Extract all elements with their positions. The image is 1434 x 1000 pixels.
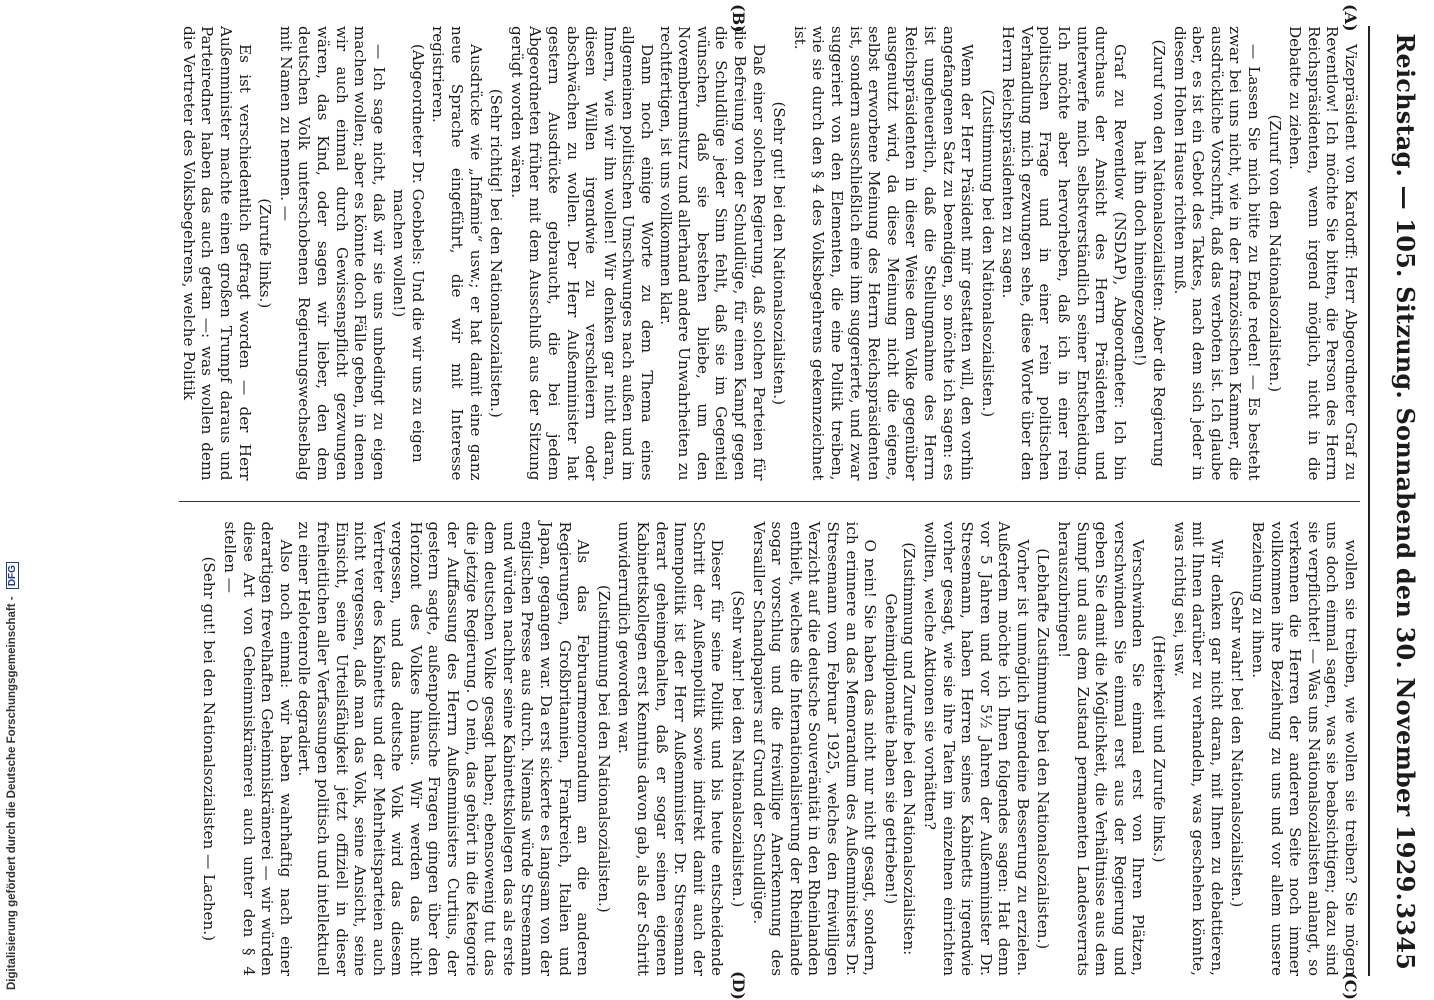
interjection: (Zuruf von den Nationalsozialisten.) xyxy=(1265,114,1284,393)
paragraph: Wir denken gar nicht daran, mit Ihnen zu debattieren, mit Ihnen darüber zu verhandeln, was geschehen könnte, was richtig sei, usw. xyxy=(1170,521,1226,977)
margin-marker-c: (C) xyxy=(1341,972,1360,1000)
interjection: (Zuruf von den Nationalsozialisten: Aber die Regierung hat ihn doch hineingezogen!) xyxy=(1131,39,1169,467)
paragraph: Dieser für seine Politik und bis heute entscheidende Schritt der Außenpolitik sowie indirekt damit auch der Innenpolitik ist der Herr Außenminister Dr. Stresemann derart geheimgehalten, daß er sogar seinen eigenen Kabinettskollegen erst Kenntnis davon gab, als der Schritt unwiderruflich geworden war. xyxy=(615,521,727,977)
interjection: (Zustimmung bei den Nationalsozialisten.) xyxy=(978,89,997,418)
page-body xyxy=(179,4,1368,1000)
column-divider xyxy=(179,501,1360,502)
paragraph: Ausdrücke wie „Infamie“ usw.; er hat damit eine ganz neue Sprache eingeführt, die wir mit Interesse registrieren. xyxy=(429,26,485,481)
paragraph: Als das Februarmemorandum an die anderen Regierungen, Großbritannien, Frankreich, Italien und Japan, gegangen war. Da erst sickerte es langsam von der englischen Presse aus durch. Niemals würde Stresemann und würden nachher seine Kabinettskollegen das als erste dem deutschen Volke gesagt haben; ebensowenig tut das die jetzige Regierung. O nein, das gehört in die Kategorie der Auffassung des Herrn Außenministers Curtius, der gestern sagte, außenpolitische Fragen gingen über den Horizont des Volkes hinaus. Wir werden das nicht vergessen, und das deutsche Volk wird das diesem Vertreter des Kabinetts und der Mehrheitsparteien auch nicht vergessen, daß man das Volk, seine Ansicht, seine Einsicht, seine Urteilsfähigkeit jetzt offiziell in dieser freiheitlichen aller Verfassungen politisch und intellektuell zu einer Helotenrolle degradiert. xyxy=(295,521,593,977)
paragraph: Verschwinden Sie einmal erst von Ihren Plätzen, verschwinden Sie einmal erst aus der Regierung und geben Sie damit die Möglichkeit, die Verhältnisse aus dem Sumpf und aus dem Zustand permanenten Landesverrats herauszubringen! xyxy=(1055,521,1148,977)
paragraph: Dann noch einige Worte zu dem Thema eines allgemeinen politischen Umschwunges nach außen und im Innern, wie wir ihn wollen! Wir denken gar nicht daran, diesen Willen irgendwie zu verschleiern oder abschwächen zu wollen. Der Herr Außenminister hat gestern Ausdrücke gebraucht, die bei jedem Abgeordneten früher mit dem Ausschluß aus der Sitzung gerügt worden wären. xyxy=(507,26,657,481)
text-column-right xyxy=(179,522,1360,977)
interjection: (Sehr gut! bei den Nationalsozialisten.) xyxy=(770,101,789,406)
interjection: (Sehr richtig! bei den Nationalsozialisten.) xyxy=(487,88,506,418)
margin-marker-b: (B) xyxy=(729,4,748,33)
paragraph: Graf zu Reventlow (NSDAP), Abgeordneter: Ich bin durchaus der Ansicht des Herrn Präsidenten und unterwerfe mich selbstverständlich seiner Entscheidung. Ich möchte aber hervorheben, daß ich in einer rein politischen Frage und in einer rein politischen Verhandlung mich gezwungen sehe, diese Worte über den Herrn Reichspräsidenten zu sagen. xyxy=(999,26,1129,481)
paragraph: Vizepräsident von Kardorff: Herr Abgeordneter Graf zu Reventlow! Ich möchte Sie bitten, die Person des Herrn Reichspräsidenten, wenn irgend möglich, nicht in die Debatte zu ziehen. xyxy=(1286,26,1360,481)
paragraph: Wenn der Herr Präsident mir gestatten will, den vorhin angefangenen Satz zu beendigen, so möchte ich sagen: es ist ungeheuerlich, daß die Stellungnahme des Herrn Reichspräsidenten in dieser Weise dem Volke gegenüber ausgenutzt wird, da diese Meinung nicht die eigene, selbst erworbene Meinung des Herrn Reichspräsidenten ist, sondern ausschließlich eine ihm suggerierte, und zwar suggeriert von den Elementen, die eine Politik treiben, wie sie durch den § 4 des Volksbegehrens gekennzeichnet ist. xyxy=(790,26,977,481)
interjection: (Sehr wahr! bei den Nationalsozialisten.) xyxy=(729,590,747,908)
margin-marker-d: (D) xyxy=(729,970,748,1000)
paragraph: O nein! Sie haben das nicht nur nicht gesagt, sondern, ich erinnere an das Memorandum des Außenministers Dr. Stresemann vom Februar 1925, welches den freiwilligen Verzicht auf die deutsche Souveränität in den Rheinlanden enthielt, welches die Internationalisierung der Rheinlande sogar vorschlug und die freiwillige Anerkennung des Versailler Schandpapiers auf Grund der Schuldlüge. xyxy=(749,521,880,977)
interjection: (Zurufe links.) xyxy=(256,198,275,309)
interjection: (Lebhafte Zustimmung bei den Nationalsozialisten.) xyxy=(1034,548,1053,950)
interjection: (Sehr gut! bei den Nationalsozialisten — Lachen.) xyxy=(200,556,219,942)
footer-text: Digitalisierung gefördert durch die Deutsche Forschungsgemeinschaft - xyxy=(6,596,18,990)
interjection: (Zustimmung bei den Nationalsozialisten.) xyxy=(594,584,613,913)
interjection: (Abgeordneter Dr. Goebbels: Und die wir uns zu eigen machen wollen!) xyxy=(390,43,427,463)
page-header xyxy=(1368,26,1420,976)
paragraph: Vorher ist unmöglich irgendeine Besserung zu erzielen. Außerdem möchte ich Ihnen folgendes sagen: Hat denn vor 5 Jahren und vor 5½ Jahren der Außenminister Dr. Stresemann, haben Herren seines Kabinetts irgendwie vorher gesagt, wie sie ihre Taten im einzelnen einrichten wollten, welche Aktionen sie vorhätten? xyxy=(920,521,1032,977)
text-column-left xyxy=(179,26,1360,481)
dfg-logo: DFG xyxy=(6,562,19,589)
paragraph: Es ist verschiedentlich gefragt worden — der Herr Außenminister machte einen großen Trumpf daraus und Parteiredner haben das auch getan —: was wollen denn die Vertreter des Volksbegehrens, welche Politik xyxy=(179,26,254,481)
margin-marker-a: (A) xyxy=(1341,4,1360,32)
paragraph: Daß einer solchen Regierung, daß solchen Parteien für die Befreiung von der Schuldlüge, für einen Kampf gegen die Schuldlüge jeder Sinn fehlt, daß sie im Gegenteil wünschen, daß sie bestehen bliebe, um den Novemberumsturz und allerhand andere Unwahrheiten zu rechtfertigen, ist uns vollkommen klar. xyxy=(656,26,768,481)
paragraph: wollen sie treiben, wie wollen sie treiben? Sie mögen uns doch einmal sagen, was sie beabsichtigen; dazu sind sie verpflichtet! — Was uns Nationalsozialisten anlangt, so verkennen die Herren der anderen Seite noch immer vollkommen ihre Beziehung zu uns und vor allem unsere Beziehung zu ihnen. xyxy=(1249,521,1360,977)
page-number: 3345 xyxy=(1391,902,1420,970)
interjection: (Zustimmung und Zurufe bei den Nationalsozialisten: Geheimdiplomatie haben sie getrieben!) xyxy=(881,542,919,956)
interjection: (Sehr wahr! bei den Nationalsozialisten.) xyxy=(1228,590,1247,908)
paragraph: — Ich sage nicht, daß wir sie uns unbedingt zu eigen machen wollen; aber es könnte doch Fälle geben, in denen wir auch einmal durch Gewissenspflicht gezwungen wären, das Kind, oder sagen wir lieber, den dem deutschen Volk unterschobenen Regierungswechselbalg mit Namen zu nennen. — xyxy=(276,26,388,481)
interjection: (Heiterkeit und Zurufe links.) xyxy=(1150,634,1169,863)
digitization-footer xyxy=(2,0,30,1000)
document-page xyxy=(130,4,1420,1000)
paragraph: — Lassen Sie mich bitte zu Ende reden! — Es besteht zwar bei uns nicht, wie in der französischen Kammer, die ausdrückliche Vorschrift, daß das verboten ist. Ich glaube aber, es ist ein Gebot des Taktes, nach dem sich jeder in diesem Hohen Hause richten muß. xyxy=(1170,26,1264,481)
paragraph: Also noch einmal: wir haben wahrhaftig nach einer derartigen frevelhaften Geheimniskrämerei — wir würden diese Art von Geheimniskrämerei auch unter den § 4 stellen — xyxy=(220,521,295,977)
running-title: Reichstag. — 105. Sitzung. Sonnabend den 30. November 1929. xyxy=(1391,33,1420,902)
